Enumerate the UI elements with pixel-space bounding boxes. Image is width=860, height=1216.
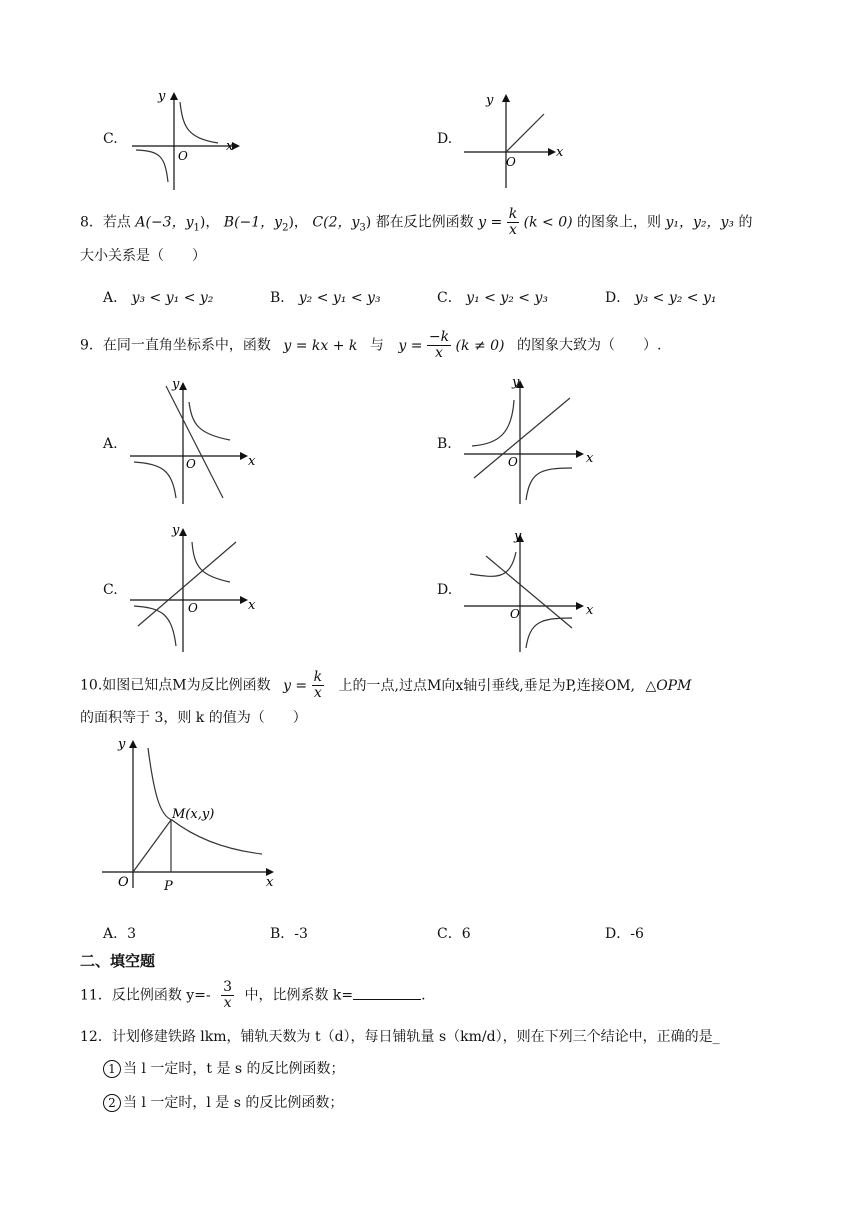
svg-text:y: y [118, 737, 126, 752]
q7-option-d-graph [460, 88, 572, 192]
q10-stem-line2: 的面积等于 3，则 k 的值为（ ） [80, 710, 307, 726]
svg-text:x: x [248, 454, 256, 469]
q8-stem: 8．若点 A(−3，$y_1$)， B(−1，$y_2$)， C(2，$y_3$) 都在反比例函数 y = $\frac{k}{x}$ (k < 0) 的图象上，则 y₁，y₂，y₃ 的 [80, 206, 753, 238]
section-heading: 二、填空题 [80, 952, 156, 970]
q8-stem-line2: 大小关系是（ ） [80, 248, 206, 264]
q9-option-c-graph [126, 520, 266, 656]
svg-text:O: O [510, 607, 520, 621]
q7-option-d-label: D. [437, 131, 453, 147]
q11-answer-blank[interactable] [353, 985, 421, 1000]
q10-option-d[interactable]: D．-6 [605, 926, 644, 942]
q9-option-d-graph [460, 520, 600, 656]
q9-option-b-graph [460, 372, 600, 510]
q9-stem: 9．在同一直角坐标系中，函数 y = kx + k 与 y = $\frac{-k}{x}$ (k ≠ 0) 的图象大致为（ ）. [80, 329, 662, 361]
q12-item-1: 1 当 l 一定时，t 是 s 的反比例函数； [103, 1059, 345, 1079]
svg-text:x: x [556, 145, 564, 160]
svg-text:O: O [188, 601, 198, 615]
q8-option-a[interactable]: A． y₃ < y₁ < y₂ [103, 290, 214, 306]
q10-option-c[interactable]: C．6 [437, 926, 471, 942]
svg-text:y: y [172, 377, 180, 392]
svg-text:O: O [508, 455, 518, 469]
svg-text:x: x [266, 875, 274, 890]
svg-text:y: y [512, 375, 520, 390]
svg-text:y: y [514, 529, 522, 544]
svg-text:x: x [248, 598, 256, 613]
svg-text:O: O [186, 457, 196, 471]
q8-option-b[interactable]: B． y₂ < y₁ < y₃ [270, 290, 381, 306]
svg-text:y: y [158, 89, 166, 104]
q10-figure [98, 734, 282, 894]
q9-option-d-label[interactable]: D. [437, 582, 453, 598]
circled-number-2: 2 [103, 1094, 121, 1112]
q8-option-d[interactable]: D． y₃ < y₂ < y₁ [605, 290, 717, 306]
svg-text:x: x [586, 451, 594, 466]
q7-option-c-label: C. [103, 131, 118, 147]
q8-option-c[interactable]: C． y₁ < y₂ < y₃ [437, 290, 548, 306]
q11-stem: 11．反比例函数 y=- $\frac{3}{x}$ 中，比例系数 k= . [80, 979, 426, 1011]
svg-text:P: P [164, 879, 173, 894]
q9-option-a-label[interactable]: A. [103, 436, 118, 452]
svg-text:y: y [172, 523, 180, 538]
svg-text:y: y [486, 93, 494, 108]
q10-option-a[interactable]: A．3 [103, 926, 137, 942]
svg-text:x: x [586, 603, 594, 618]
circled-number-1: 1 [103, 1060, 121, 1078]
svg-text:M(x,y): M(x,y) [172, 807, 215, 822]
q9-option-c-label[interactable]: C. [103, 582, 118, 598]
q9-option-a-graph [126, 372, 266, 510]
q12-item-2: 2 当 l 一定时，l 是 s 的反比例函数； [103, 1093, 343, 1113]
q9-option-b-label[interactable]: B. [437, 436, 452, 452]
svg-text:O: O [506, 155, 516, 169]
svg-text:x: x [226, 139, 234, 154]
svg-text:O: O [118, 875, 129, 890]
q7-option-c-graph [128, 88, 240, 192]
svg-text:O: O [178, 149, 188, 163]
q10-stem: 10.如图已知点M为反比例函数 y = $\frac{k}{x}$ 上的一点,过点M向x轴引垂线,垂足为P,连接OM, △OPM [80, 669, 692, 701]
q12-stem: 12．计划修建铁路 lkm，铺轨天数为 t（d），每日铺轨量 s（km/d），则在下列三个结论中，正确的是_ [80, 1029, 720, 1045]
q10-option-b[interactable]: B．-3 [270, 926, 308, 942]
